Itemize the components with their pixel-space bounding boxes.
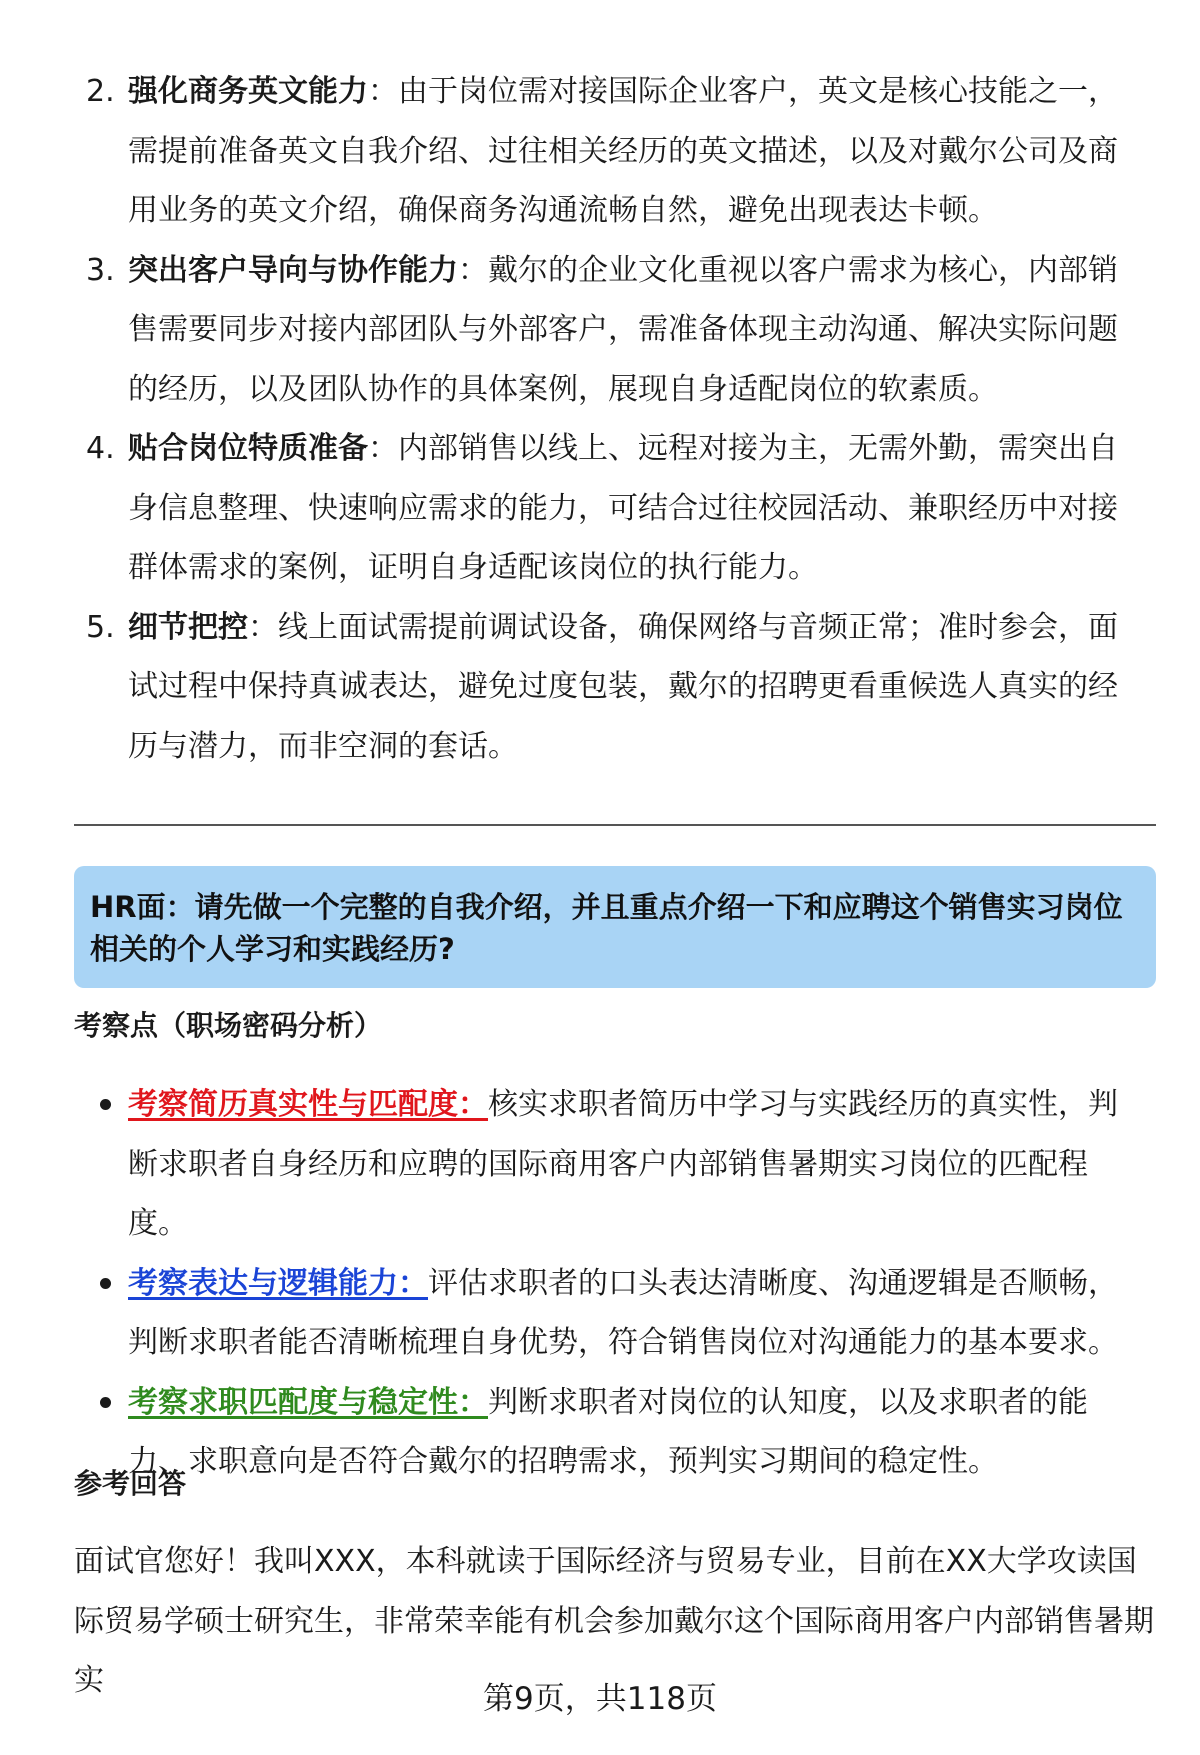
bullet-icon [74,1254,128,1373]
tip-text: ：戴尔的企业文化重视以客户需求为核心，内部销售需要同步对接内部团队与外部客户，需准备体现主动沟通、解决实际问题的经历，以及团队协作的具体案例，展现自身适配岗位的软素质。 [128,252,1118,407]
tip-text: ：内部销售以线上、远程对接为主，无需外勤，需突出自身信息整理、快速响应需求的能力，可结合过往校园活动、兼职经历中对接群体需求的案例，证明自身适配该岗位的执行能力。 [128,431,1118,585]
assessment-point [74,1373,1142,1492]
assessment-point-body [128,1075,1142,1254]
reference-answer-heading: 参考回答 [74,1467,187,1500]
tip-title: 强化商务英文能力 [128,74,368,109]
interview-question-box [74,866,1156,988]
section-divider [74,824,1156,826]
assessment-point-text: 核实求职者简历中学习与实践经历的真实性，判断求职者自身经历和应聘的国际商用客户内部销售暑期实习岗位的匹配程度。 [128,1087,1118,1241]
tip-number: 3. [86,252,115,288]
assessment-point-text: 判断求职者对岗位的认知度，以及求职者的能力、求职意向是否符合戴尔的招聘需求，预判实习期间的稳定性。 [128,1384,1088,1479]
assessment-point-label: 考察简历真实性与匹配度： [128,1087,488,1122]
assessment-point-label: 考察表达与逻辑能力： [128,1265,428,1301]
analysis-heading: 考察点（职场密码分析） [74,1009,383,1042]
tip-body [128,419,1142,598]
tip-text: ：线上面试需提前调试设备，确保网络与音频正常；准时参会，面试过程中保持真诚表达，避免过度包装，戴尔的招聘更看重候选人真实的经历与潜力，而非空洞的套话。 [128,609,1118,764]
tip-title: 突出客户导向与协作能力 [128,252,458,288]
tip-number: 2. [86,74,115,109]
assessment-point-label: 考察求职匹配度与稳定性： [128,1384,488,1420]
tip-item [74,419,1142,598]
tip-body [128,598,1142,777]
reference-answer-text: 面试官您好！我叫XXX，本科就读于国际经济与贸易专业，目前在XX大学攻读国际贸易学硕士研究生，非常荣幸能有机会参加戴尔这个国际商用客户内部销售暑期实 [74,1544,1154,1698]
assessment-point-body [128,1254,1142,1373]
assessment-point [74,1254,1142,1373]
tip-number: 5. [86,609,115,645]
tip-text: ：由于岗位需对接国际企业客户，英文是核心技能之一，需提前准备英文自我介绍、过往相关经历的英文描述，以及对戴尔公司及商用业务的英文介绍，确保商务沟通流畅自然，避免出现表达卡顿。 [128,74,1118,228]
assessment-point-body [128,1373,1142,1492]
bullet-icon [74,1075,128,1254]
tip-item [74,241,1142,420]
assessment-points-list [74,1075,1142,1492]
tip-title: 细节把控 [128,609,248,645]
tip-number: 4. [86,431,115,466]
tip-item [74,62,1142,241]
tip-title: 贴合岗位特质准备 [128,431,368,466]
tip-item [74,598,1142,777]
assessment-point [74,1075,1142,1254]
assessment-point-text: 评估求职者的口头表达清晰度、沟通逻辑是否顺畅，判断求职者能否清晰梳理自身优势，符合销售岗位对沟通能力的基本要求。 [128,1265,1118,1360]
preparation-tips-list [74,62,1142,776]
tip-body [128,241,1142,420]
page-footer: 第9页，共118页 [483,1681,717,1717]
interview-question-text: HR面：请先做一个完整的自我介绍，并且重点介绍一下和应聘这个销售实习岗位相关的个人学习和实践经历? [90,890,1123,966]
tip-body [128,62,1142,241]
